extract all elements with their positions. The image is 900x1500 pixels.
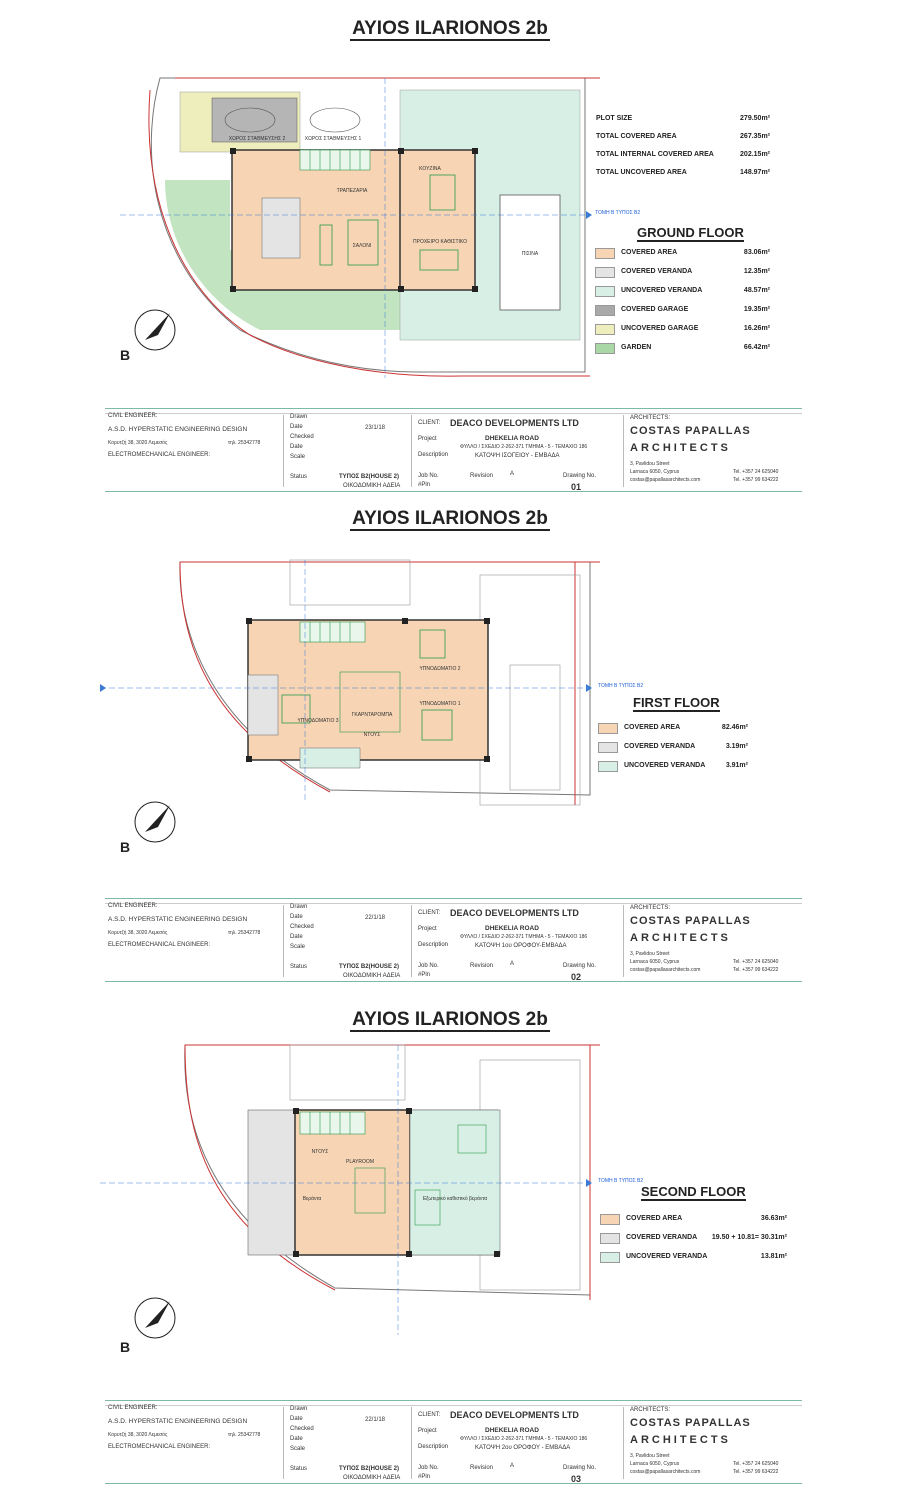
second-floor-plan (0, 1000, 900, 1390)
legend-swatch (595, 248, 615, 259)
title-block: CIVIL ENGINEER: A.S.D. HYPERSTATIC ENGINEERING DESIGN Κορυτζή 38, 3020 Λεμεσός τηλ. 25342778 ELECTROMECHANICAL ENGINEER: Drawn Date 22/1/18 Checked Date Scale Status ΤΥΠΟΣ B2(HOUSE 2) ΟΙΚΟΔΟΜΙΚΗ ΑΔΕΙΑ CLIENT: DEACO DEVELOPMENTS LTD Project DHEKELIA ROAD ΦΥΛΛΟ / ΣΧΕΔΙΟ 2-262-371 ΤΜΗΜΑ - 5 - ΤΕΜΑΧΙΟ 186 Description ΚΑΤΟΨΗ 1ου ΟΡΟΦΟΥ-ΕΜΒΑΔΑ Job No. #Pln Revision A Drawing No. 02 ARCHITECTS: COSTAS PAPALLAS ARCHITECTS 3, Pavlidou Street Larnaca 6050, Cyprus costas@papallasarchitects.com Tel. +357 24 625040 Tel. +357 99 634222 (105, 898, 802, 982)
legend-swatch (595, 267, 615, 278)
legend-row: COVERED AREA 83.06m² (595, 248, 770, 258)
legend-row: GARDEN 66.42m² (595, 343, 770, 353)
legend-swatch (598, 723, 618, 734)
room-label: ΝΤΟΥΣ (311, 1149, 329, 1155)
stat-row: TOTAL UNCOVERED AREA 148.97m² (596, 169, 770, 176)
room-label: ΧΩΡΟΣ ΣΤΑΘΜΕΥΣΗΣ 1 (304, 136, 362, 142)
room-label: ΤΡΑΠΕΖΑΡΙΑ (336, 188, 368, 194)
room-label: ΧΩΡΟΣ ΣΤΑΘΜΕΥΣΗΣ 2 (228, 136, 286, 142)
title-block: CIVIL ENGINEER: A.S.D. HYPERSTATIC ENGINEERING DESIGN Κορυτζή 38, 3020 Λεμεσός τηλ. 25342778 ELECTROMECHANICAL ENGINEER: Drawn Date 22/1/18 Checked Date Scale Status ΤΥΠΟΣ B2(HOUSE 2) ΟΙΚΟΔΟΜΙΚΗ ΑΔΕΙΑ CLIENT: DEACO DEVELOPMENTS LTD Project DHEKELIA ROAD ΦΥΛΛΟ / ΣΧΕΔΙΟ 2-262-371 ΤΜΗΜΑ - 5 - ΤΕΜΑΧΙΟ 186 Description ΚΑΤΟΨΗ 2ου ΟΡΟΦΟΥ - ΕΜΒΑΔΑ Job No. #Pln Revision A Drawing No. 03 ARCHITECTS: COSTAS PAPALLAS ARCHITECTS 3, Pavlidou Street Larnaca 6050, Cyprus costas@papallasarchitects.com Tel. +357 24 625040 Tel. +357 99 634222 (105, 1400, 802, 1484)
room-label: Εξωτερικό καθιστικό βεράντα (422, 1196, 488, 1202)
room-label: ΓΚΑΡΝΤΑΡΟΜΠΑ (351, 712, 393, 718)
floor-heading: FIRST FLOOR (633, 695, 720, 710)
room-label: ΠΙΣΙΝΑ (521, 251, 539, 257)
section-label: ΤΟΜΗ Β ΤΥΠΟΣ Β2 (595, 210, 641, 216)
legend-swatch (600, 1252, 620, 1263)
section-label: ΤΟΜΗ Β ΤΥΠΟΣ Β2 (598, 683, 644, 689)
north-label: B (120, 1339, 131, 1355)
sheet-ground-floor (0, 0, 900, 500)
legend-swatch (600, 1233, 620, 1244)
floor-heading: GROUND FLOOR (637, 225, 744, 240)
stat-row: PLOT SIZE 279.50m² (596, 115, 770, 122)
room-label: PLAYROOM (346, 1159, 374, 1165)
floor-heading: SECOND FLOOR (641, 1184, 746, 1199)
north-label: B (120, 839, 131, 855)
legend-row: COVERED VERANDA 3.19m² (598, 742, 748, 752)
north-arrow-icon (120, 310, 175, 363)
sheet-title: AYIOS ILARIONOS 2b (352, 1009, 548, 1030)
room-label: ΥΠΝΟΔΩΜΑΤΙΟ 1 (419, 701, 461, 707)
title-block: CIVIL ENGINEER: A.S.D. HYPERSTATIC ENGINEERING DESIGN Κορυτζή 38, 3020 Λεμεσός τηλ. 25342778 ELECTROMECHANICAL ENGINEER: Drawn Date 23/1/18 Checked Date Scale Status ΤΥΠΟΣ B2(HOUSE 2) ΟΙΚΟΔΟΜΙΚΗ ΑΔΕΙΑ CLIENT: DEACO DEVELOPMENTS LTD Project DHEKELIA ROAD ΦΥΛΛΟ / ΣΧΕΔΙΟ 2-262-371 ΤΜΗΜΑ - 5 - ΤΕΜΑΧΙΟ 186 Description ΚΑΤΟΨΗ ΙΣΟΓΕΙΟΥ - ΕΜΒΑΔΑ Job No. #Pln Revision A Drawing No. 01 ARCHITECTS: COSTAS PAPALLAS ARCHITECTS 3, Pavlidou Street Larnaca 6050, Cyprus costas@papallasarchitects.com Tel. +357 24 625040 Tel. +357 99 634222 (105, 408, 802, 492)
stat-row: TOTAL INTERNAL COVERED AREA 202.15m² (596, 151, 770, 158)
legend-swatch (595, 305, 615, 316)
room-label: ΥΠΝΟΔΩΜΑΤΙΟ 2 (419, 666, 461, 672)
legend-row: UNCOVERED GARAGE 16.26m² (595, 324, 770, 334)
legend-swatch (595, 343, 615, 354)
room-label: ΣΑΛΟΝΙ (352, 243, 372, 249)
stat-row: TOTAL COVERED AREA 267.35m² (596, 133, 770, 140)
legend-row: UNCOVERED VERANDA 13.81m² (600, 1252, 787, 1262)
north-arrow-icon (120, 802, 175, 855)
sheet-second-floor (0, 1000, 900, 1500)
legend-row: COVERED VERANDA 19.50 + 10.81= 30.31m² (600, 1233, 787, 1243)
legend-swatch (595, 286, 615, 297)
legend-row: COVERED AREA 82.46m² (598, 723, 748, 733)
room-label: ΥΠΝΟΔΩΜΑΤΙΟ 3 (297, 718, 339, 724)
legend-swatch (600, 1214, 620, 1225)
legend-swatch (598, 761, 618, 772)
north-label: B (120, 347, 131, 363)
first-floor-plan (0, 500, 900, 890)
legend-swatch (595, 324, 615, 335)
area-stats (596, 115, 770, 187)
legend-row: COVERED AREA 36.63m² (600, 1214, 787, 1224)
legend-row: COVERED GARAGE 19.35m² (595, 305, 770, 315)
section-label: ΤΟΜΗ Β ΤΥΠΟΣ Β2 (598, 1178, 644, 1184)
north-arrow-icon (120, 1298, 175, 1355)
legend-row: UNCOVERED VERANDA 48.57m² (595, 286, 770, 296)
room-label: ΝΤΟΥΣ (363, 732, 381, 738)
sheet-first-floor (0, 500, 900, 1000)
room-label: ΚΟΥΖΙΝΑ (419, 166, 441, 172)
legend-row: COVERED VERANDA 12.35m² (595, 267, 770, 277)
room-label: ΠΡΟΧΕΙΡΟ ΚΑΘΙΣΤΙΚΟ (413, 239, 467, 245)
ground-floor-plan (0, 0, 900, 400)
legend-row: UNCOVERED VERANDA 3.91m² (598, 761, 748, 771)
legend-swatch (598, 742, 618, 753)
room-label: Βεράντα (302, 1196, 322, 1202)
sheet-title: AYIOS ILARIONOS 2b (352, 18, 548, 39)
sheet-title: AYIOS ILARIONOS 2b (352, 508, 548, 529)
